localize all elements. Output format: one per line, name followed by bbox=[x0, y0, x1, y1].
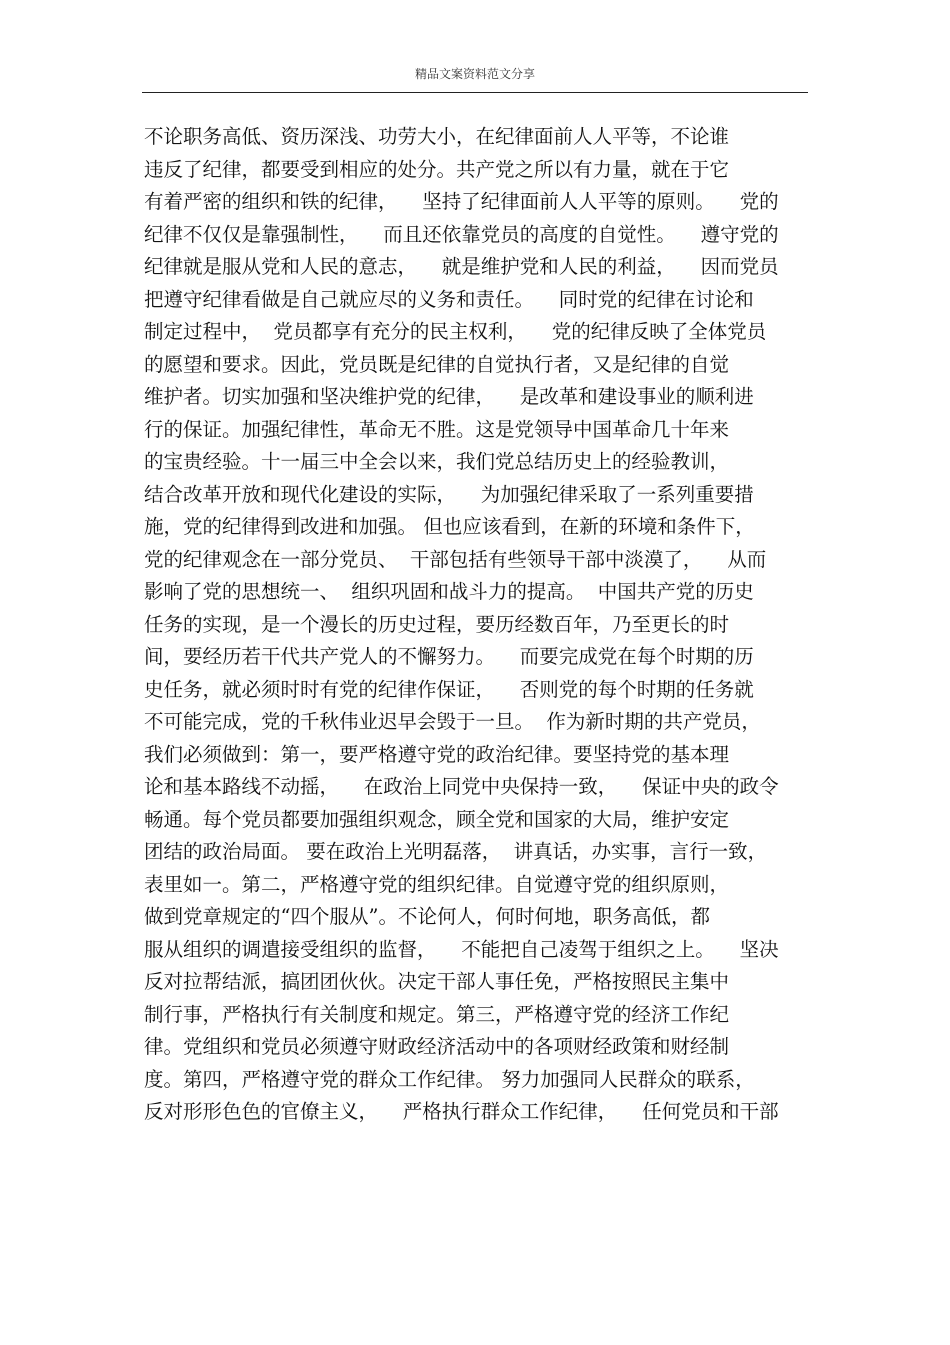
text-line: 影响了党的思想统一、 组织巩固和战斗力的提高。 中国共产党的历史 bbox=[144, 580, 754, 603]
text-line: 的宝贵经验。十一届三中全会以来，我们党总结历史上的经验教训， bbox=[144, 450, 730, 473]
page-header bbox=[142, 62, 808, 93]
text-line: 维护者。切实加强和坚决维护党的纪律， 是改革和建设事业的顺利进 bbox=[144, 385, 754, 408]
text-line: 施，党的纪律得到改进和加强。 但也应该看到，在新的环境和条件下， bbox=[144, 515, 755, 538]
text-line: 制行事，严格执行有关制度和规定。第三，严格遵守党的经济工作纪 bbox=[144, 1002, 730, 1026]
text-line: 把遵守纪律看做是自己就应尽的义务和责任。 同时党的纪律在讨论和 bbox=[144, 287, 754, 311]
text-line: 畅通。每个党员都要加强组织观念，顾全党和国家的大局，维护安定 bbox=[144, 807, 730, 831]
text-line: 我们必须做到：第一，要严格遵守党的政治纪律。要坚持党的基本理 bbox=[144, 742, 730, 766]
text-line: 律。党组织和党员必须遵守财政经济活动中的各项财经政策和财经制 bbox=[144, 1035, 730, 1058]
text-line: 党的纪律观念在一部分党员、 干部包括有些领导干部中淡漠了， 从而 bbox=[144, 547, 767, 571]
header-title: 精品文案资料范文分享 bbox=[414, 67, 535, 81]
text-line: 纪律就是服从党和人民的意志， 就是维护党和人民的利益， 因而党员 bbox=[144, 255, 779, 278]
text-line: 不可能完成，党的千秋伟业迟早会毁于一旦。 作为新时期的共产党员， bbox=[144, 710, 761, 733]
text-line: 间，要经历若干代共产党人的不懈努力。 而要完成党在每个时期的历 bbox=[144, 645, 754, 668]
text-line: 有着严密的组织和铁的纪律， 坚持了纪律面前人人平等的原则。 党的 bbox=[144, 190, 779, 213]
text-line: 不论职务高低、资历深浅、功劳大小，在纪律面前人人平等，不论谁 bbox=[144, 125, 730, 148]
text-line: 论和基本路线不动摇， 在政治上同党中央保持一致， 保证中央的政令 bbox=[144, 775, 779, 798]
text-line: 度。第四，严格遵守党的群众工作纪律。 努力加强同人民群众的联系， bbox=[144, 1067, 755, 1091]
text-line: 反对拉帮结派，搞团团伙伙。决定干部人事任免，严格按照民主集中 bbox=[144, 970, 730, 993]
text-line: 史任务，就必须时时有党的纪律作保证， 否则党的每个时期的任务就 bbox=[144, 677, 754, 701]
text-line: 制定过程中， 党员都享有充分的民主权利， 党的纪律反映了全体党员 bbox=[144, 320, 767, 343]
document-body bbox=[144, 121, 814, 1129]
text-line: 纪律不仅仅是靠强制性， 而且还依靠党员的高度的自觉性。 遵守党的 bbox=[144, 222, 779, 246]
text-line: 服从组织的调遣接受组织的监督， 不能把自己凌驾于组织之上。 坚决 bbox=[144, 937, 779, 961]
text-line: 表里如一。第二，严格遵守党的组织纪律。自觉遵守党的组织原则， bbox=[144, 872, 730, 896]
text-line: 团结的政治局面。 要在政治上光明磊落， 讲真话，办实事，言行一致， bbox=[144, 840, 768, 863]
text-line: 违反了纪律，都要受到相应的处分。共产党之所以有力量，就在于它 bbox=[144, 157, 730, 181]
text-line: 任务的实现，是一个漫长的历史过程，要历经数百年，乃至更长的时 bbox=[144, 612, 730, 636]
text-line: 做到党章规定的“四个服从”。不论何人，何时何地，职务高低，都 bbox=[144, 905, 710, 928]
text-line: 行的保证。加强纪律性，革命无不胜。这是党领导中国革命几十年来 bbox=[144, 417, 730, 441]
text-line: 反对形形色色的官僚主义， 严格执行群众工作纪律， 任何党员和干部 bbox=[144, 1100, 779, 1123]
text-line: 的愿望和要求。因此，党员既是纪律的自觉执行者，又是纪律的自觉 bbox=[144, 352, 730, 376]
text-line: 结合改革开放和现代化建设的实际， 为加强纪律采取了一系列重要措 bbox=[144, 482, 754, 506]
